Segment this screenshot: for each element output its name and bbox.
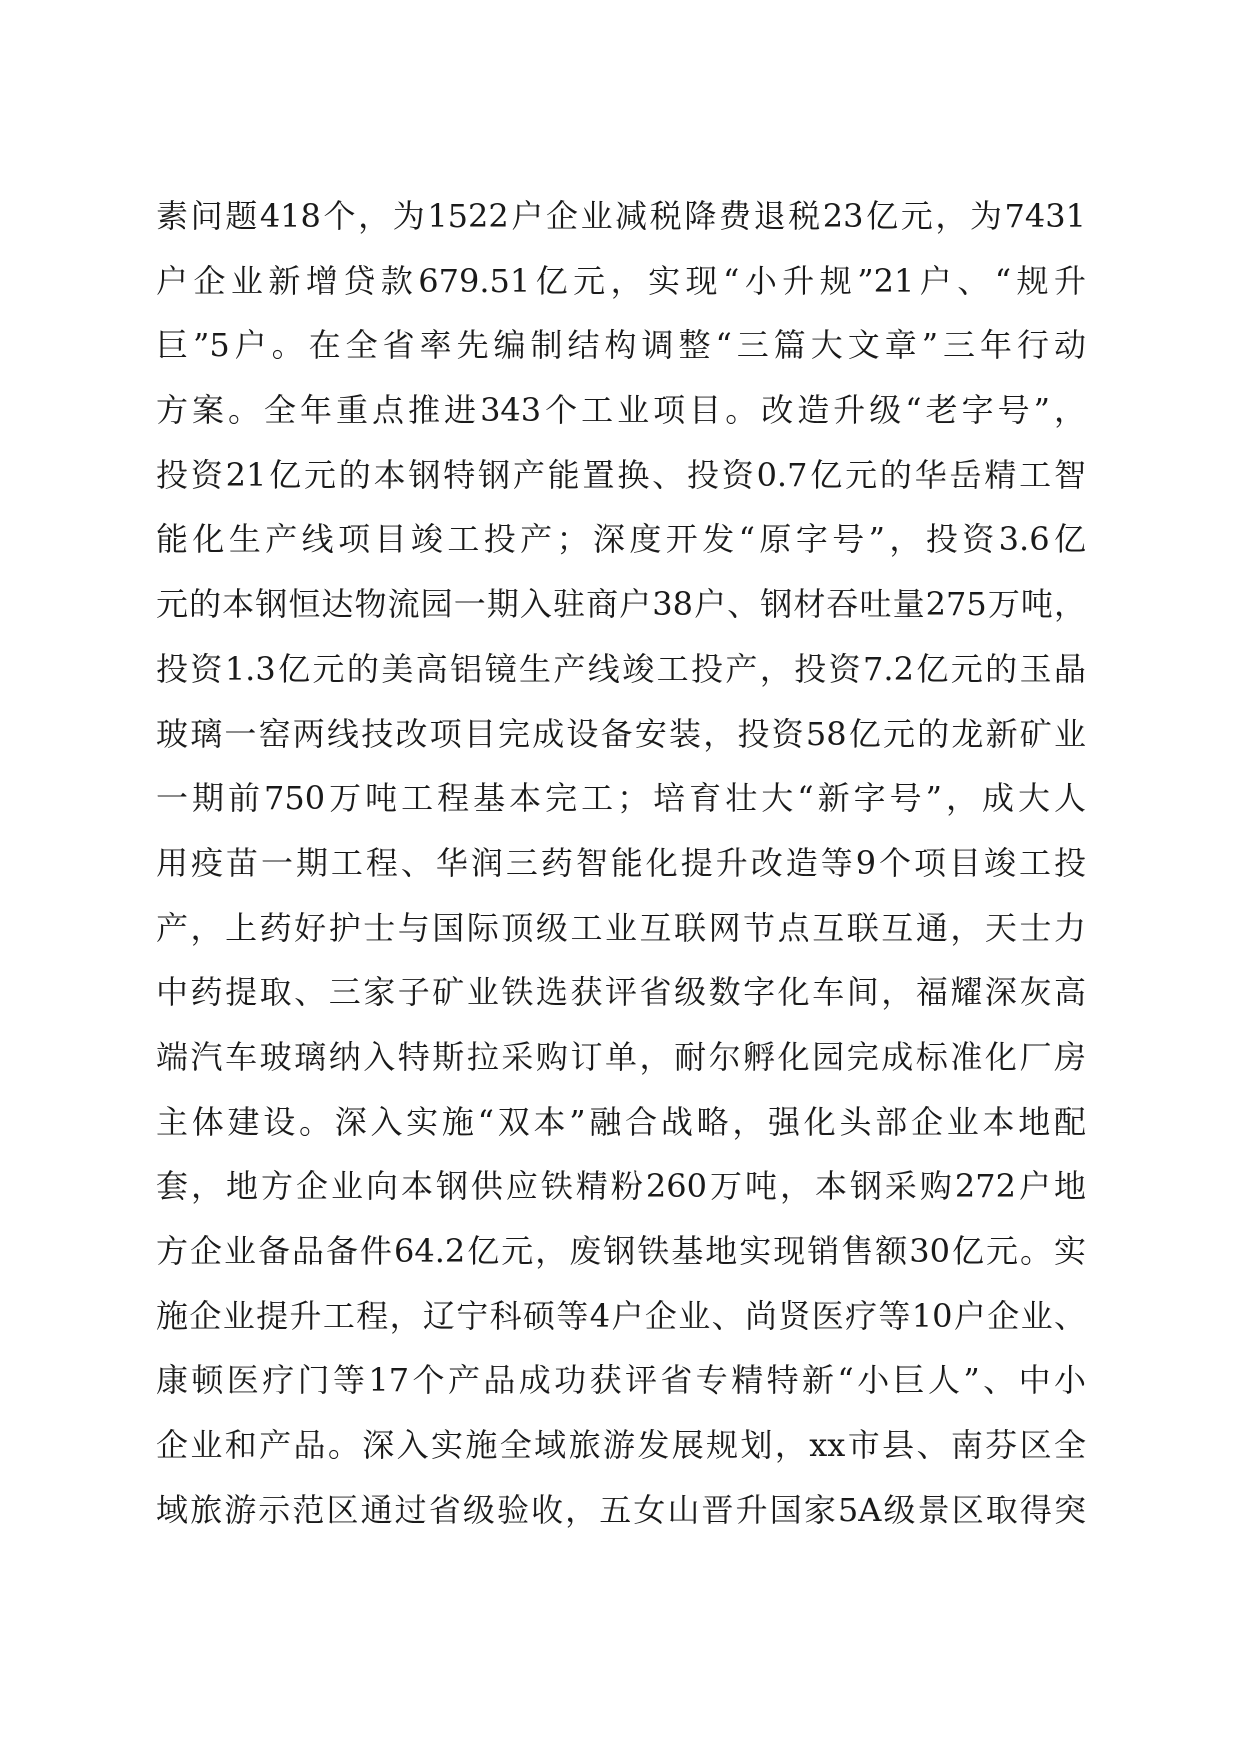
text-line-19: 康顿医疗门等17个产品成功获评省专精特新“小巨人”、中小 (156, 1361, 1086, 1400)
text-line-9: 玻璃一窑两线技改项目完成设备安装，投资58亿元的龙新矿业 (156, 714, 1086, 753)
text-line-11: 用疫苗一期工程、华润三药智能化提升改造等9个项目竣工投 (156, 843, 1086, 882)
text-line-16: 套，地方企业向本钢供应铁精粉260万吨，本钢采购272户地 (156, 1167, 1086, 1206)
text-line-3: 巨”5户。在全省率先编制结构调整“三篇大文章”三年行动 (156, 326, 1086, 365)
text-line-4: 方案。全年重点推进343个工业项目。改造升级“老字号”， (156, 391, 1086, 430)
text-line-12: 产，上药好护士与国际顶级工业互联网节点互联互通，天士力 (156, 908, 1086, 947)
text-line-5: 投资21亿元的本钢特钢产能置换、投资0.7亿元的华岳精工智 (156, 455, 1086, 494)
text-line-18: 施企业提升工程，辽宁科硕等4户企业、尚贤医疗等10户企业、 (156, 1296, 1086, 1335)
text-line-17: 方企业备品备件64.2亿元，废钢铁基地实现销售额30亿元。实 (156, 1232, 1086, 1270)
text-line-20: 企业和产品。深入实施全域旅游发展规划，xx市县、南芬区全 (156, 1426, 1086, 1465)
text-line-7: 元的本钢恒达物流园一期入驻商户38户、钢材吞吐量275万吨， (156, 585, 1086, 624)
text-line-21: 域旅游示范区通过省级验收，五女山晋升国家5A级景区取得突 (156, 1490, 1086, 1529)
text-line-15: 主体建设。深入实施“双本”融合战略，强化头部企业本地配 (156, 1102, 1086, 1141)
text-line-13: 中药提取、三家子矿业铁选获评省级数字化车间，福耀深灰高 (156, 973, 1086, 1012)
text-line-14: 端汽车玻璃纳入特斯拉采购订单，耐尔孵化园完成标准化厂房 (156, 1037, 1086, 1076)
text-line-10: 一期前750万吨工程基本完工；培育壮大“新字号”，成大人 (156, 779, 1086, 818)
text-line-1: 素问题418个，为1522户企业减税降费退税23亿元，为7431 (156, 197, 1086, 235)
text-line-8: 投资1.3亿元的美高铝镜生产线竣工投产，投资7.2亿元的玉晶 (156, 649, 1086, 688)
text-line-2: 户企业新增贷款679.51亿元，实现“小升规”21户、“规升 (156, 261, 1086, 300)
text-line-6: 能化生产线项目竣工投产；深度开发“原字号”，投资3.6亿 (156, 520, 1086, 559)
body-paragraph (156, 184, 1086, 1542)
